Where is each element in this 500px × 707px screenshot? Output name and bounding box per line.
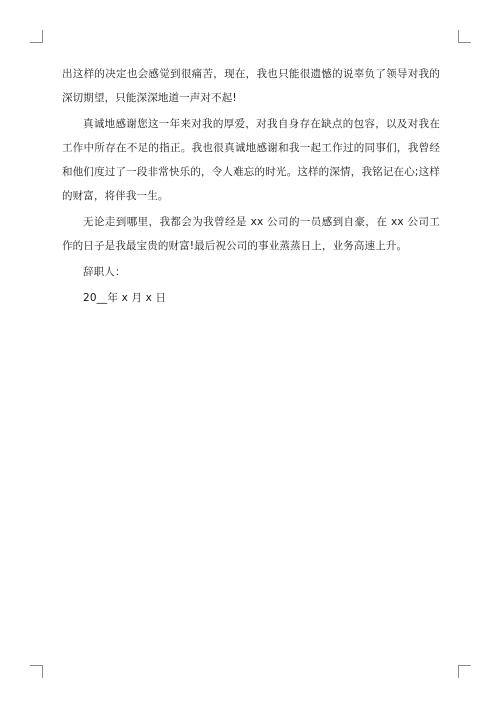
signature-label: 辞职人： — [83, 266, 126, 278]
document-body — [62, 62, 440, 312]
crop-mark-top-left — [30, 30, 43, 43]
crop-mark-top-right — [458, 30, 471, 43]
crop-mark-bottom-right — [458, 665, 471, 678]
date-line: 20__年 x 月 x 日 — [83, 292, 167, 304]
crop-mark-bottom-left — [30, 665, 43, 678]
paragraph-2: 真诚地感谢您这一年来对我的厚爱，对我自身存在缺点的包容，以及对我在工作中所存在不足的指正。我也很真诚地感谢和我一起工作过的同事们，我曾经和他们度过了一段非常快乐的，令人难忘的时光。这样的深情，我铭记在心;这样的财富，将伴我一生。 — [62, 118, 440, 202]
paragraph-1: 出这样的决定也会感觉到很痛苦，现在，我也只能很遗憾的说辜负了领导对我的深切期望，只能深深地道一声对不起! — [62, 68, 440, 104]
paragraph-3: 无论走到哪里，我都会为我曾经是 xx 公司的一员感到自豪，在 xx 公司工作的日子是我最宝贵的财富!最后祝公司的事业蒸蒸日上，业务高速上升。 — [62, 216, 440, 252]
